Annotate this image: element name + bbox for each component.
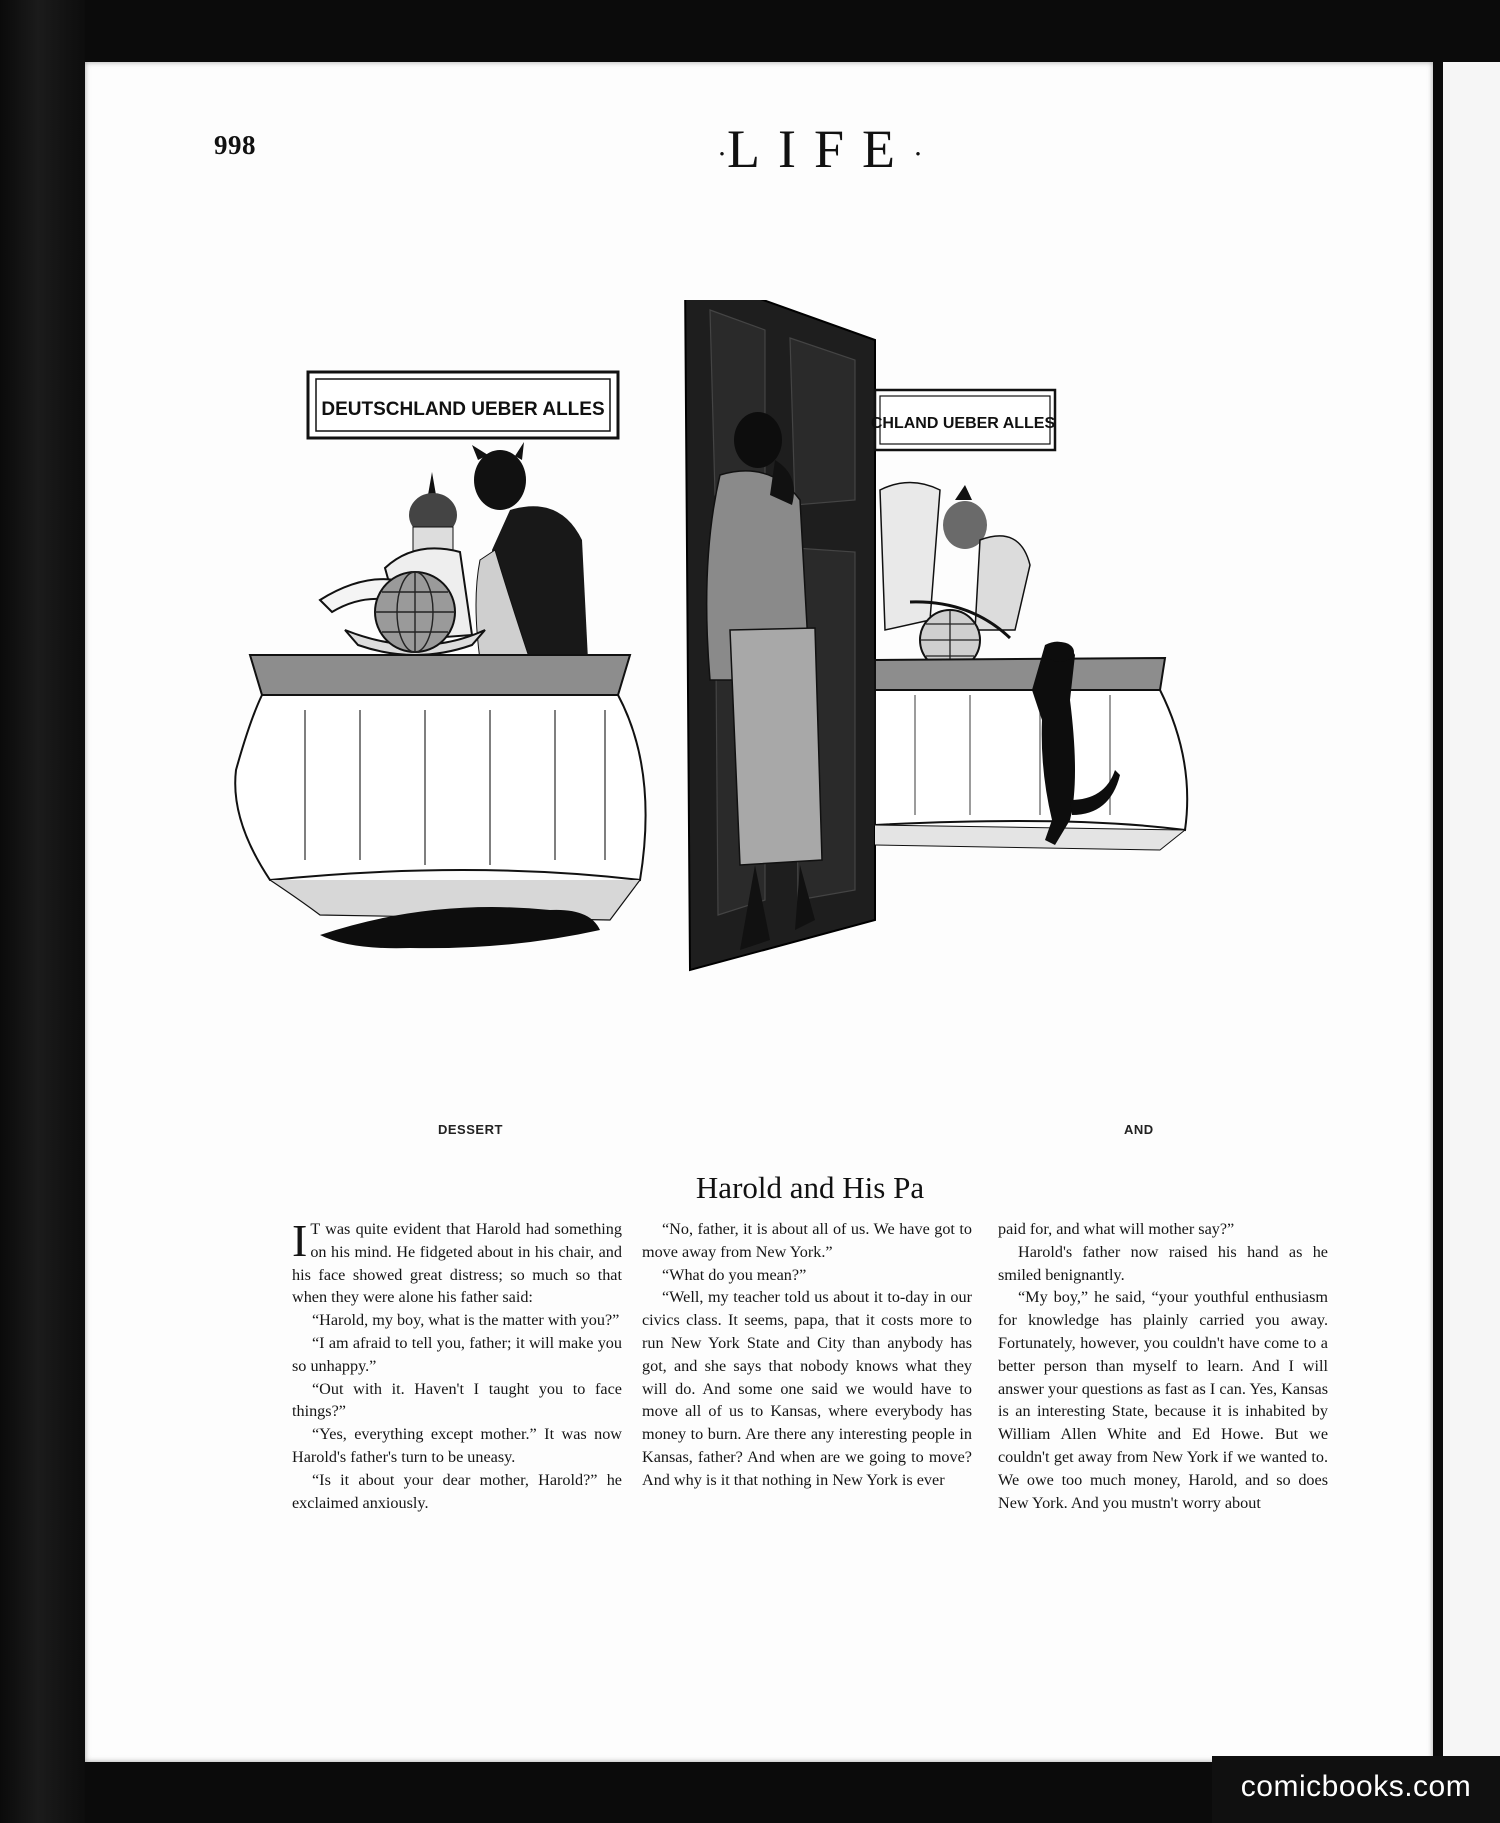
article-column-3 bbox=[998, 1218, 1328, 1514]
door bbox=[685, 300, 875, 970]
masthead-title: LIFE bbox=[727, 119, 913, 179]
paragraph: “Well, my teacher told us about it to-day in our civics class. It seems, papa, that it costs more to run New York State and City than anybody has got, and she says that nobody knows what they will do. And some one said we would have to move all of us to Kansas, where everybody has money to burn. Are there any interesting people in Kansas, father? And when are we going to move? And why is it that nothing in New York is ever bbox=[642, 1288, 972, 1489]
binding-spine bbox=[0, 0, 85, 1823]
paragraph: “Harold, my boy, what is the matter with you?” bbox=[312, 1311, 620, 1330]
devil-figure bbox=[472, 442, 588, 660]
paragraph: “What do you mean?” bbox=[662, 1265, 807, 1284]
masthead-dot-left: · bbox=[717, 137, 727, 171]
table-left bbox=[235, 655, 645, 948]
paragraph: “Is it about your dear mother, Harold?” he exclaimed anxiously. bbox=[292, 1470, 622, 1512]
table-right bbox=[875, 658, 1187, 850]
paragraph: “No, father, it is about all of us. We have got to move away from New York.” bbox=[642, 1220, 972, 1261]
paragraph: Harold's father now raised his hand as he smiled benignantly. bbox=[998, 1242, 1328, 1284]
caption-and: AND bbox=[1124, 1122, 1154, 1137]
paragraph: “My boy,” he said, “your youthful enthusiasm for knowledge has plainly carried you away. Fortunately, however, you couldn't have come to a better person than myself to learn. And I will answer your questions as fast as I can. Yes, Kansas is an interesting State, because it is inhabited by William Allen White and Ed Howe. But we couldn't get away from New York if we wanted to. We owe too much money, Harold, and so does New York. And you mustn't worry about bbox=[998, 1288, 1328, 1512]
site-watermark: comicbooks.com bbox=[1212, 1756, 1500, 1823]
adjacent-page-edge bbox=[1440, 62, 1500, 1762]
masthead bbox=[650, 118, 990, 180]
left-panel bbox=[235, 372, 645, 948]
paragraph: “I am afraid to tell you, father; it will make you so unhappy.” bbox=[292, 1333, 622, 1375]
paragraph: paid for, and what will mother say?” bbox=[998, 1220, 1235, 1238]
paragraph: “Yes, everything except mother.” It was now Harold's father's turn to be uneasy. bbox=[292, 1425, 622, 1466]
cartoon-illustration bbox=[210, 300, 1390, 1110]
paragraph: “Out with it. Haven't I taught you to face things?” bbox=[292, 1379, 622, 1421]
sign-left-text: DEUTSCHLAND UEBER ALLES bbox=[321, 399, 605, 420]
article-column-2 bbox=[642, 1218, 972, 1492]
article-column-1 bbox=[292, 1215, 622, 1514]
drop-cap: I bbox=[292, 1215, 308, 1266]
article-title: Harold and His Pa bbox=[695, 1170, 925, 1205]
sign-right-text: CHLAND UEBER ALLES bbox=[870, 415, 1056, 432]
caption-dessert: DESSERT bbox=[438, 1122, 503, 1137]
paragraph: T was quite evident that Harold had something on his mind. He fidgeted about in his chair, and his face showed great distress; so much so that when they were alone his father said: bbox=[292, 1220, 622, 1307]
page-number: 998 bbox=[214, 130, 256, 160]
right-panel bbox=[871, 390, 1187, 850]
masthead-dot-right: · bbox=[913, 137, 923, 171]
